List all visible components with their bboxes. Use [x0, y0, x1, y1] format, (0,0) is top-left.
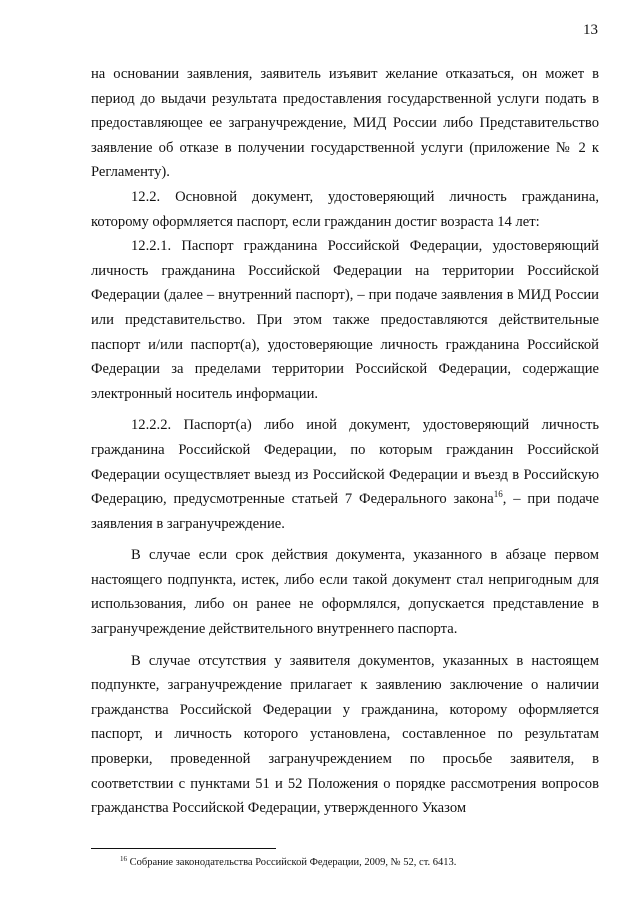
paragraph-continuation: на основании заявления, заявитель изъявит желание отказаться, он может в период до выдачи результата предоставления государственной услуги подать в предоставляющее ее загранучреждение, МИД России либо Представительство заявление об отказе в получении государственной услуги (приложение № 2 к Регламенту). — [91, 66, 599, 181]
footnote-number: 16 — [120, 855, 127, 863]
paragraph-12-2-2 — [91, 413, 599, 536]
page-number: 13 — [583, 22, 598, 38]
paragraph-12-2: 12.2. Основной документ, удостоверяющий личность гражданина, которому оформляется паспорт, если гражданин достиг возраста 14 лет: — [91, 188, 599, 230]
footnote-separator — [91, 848, 276, 849]
footnote-reference: 16 — [493, 489, 503, 500]
footnote-text: Собрание законодательства Российской Федерации, 2009, № 52, ст. 6413. — [129, 857, 457, 868]
paragraph-12-2-1: 12.2.1. Паспорт гражданина Российской Федерации, удостоверяющий личность гражданина Российской Федерации на территории Российской Федерации (далее – внутренний паспорт), – при подаче заявления в МИД России или представительство. При этом также предоставляются действительные паспорт и/или паспорт(а), удостоверяющие личность гражданина Российской Федерации за пределами территории Российской Федерации, содержащие электронный носитель информации. — [91, 238, 599, 402]
paragraph-12-2-2-text: 12.2.2. Паспорт(а) либо иной документ, удостоверяющий личность гражданина Российской Федерации, по которым гражданин Российской Федерации осуществляет выезд из Российской Федерации и въезд в Российскую Федерацию, предусмотренные статьей 7 Федерального закона — [91, 417, 599, 508]
paragraph-expired-document: В случае если срок действия документа, указанного в абзаце первом настоящего подпункта, истек, либо если такой документ стал непригодным для использования, либо он ранее не оформлялся, допускается представление в загранучреждение действительного внутреннего паспорта. — [91, 547, 599, 638]
footnote — [120, 856, 590, 869]
document-body — [91, 62, 599, 821]
paragraph-12-2-2-tail: , – при подаче заявления в загранучреждение. — [91, 491, 599, 532]
paragraph-no-documents: В случае отсутствия у заявителя документов, указанных в настоящем подпункте, загранучреждение прилагает к заявлению заключение о наличии гражданства Российской Федерации у гражданина, которому оформляется паспорт, и личность которого установлена, составленное по результатам проверки, проведенной загранучреждением по просьбе заявителя, в соответствии с пунктами 51 и 52 Положения о порядке рассмотрения вопросов гражданства Российской Федерации, утвержденного Указом — [91, 652, 599, 817]
